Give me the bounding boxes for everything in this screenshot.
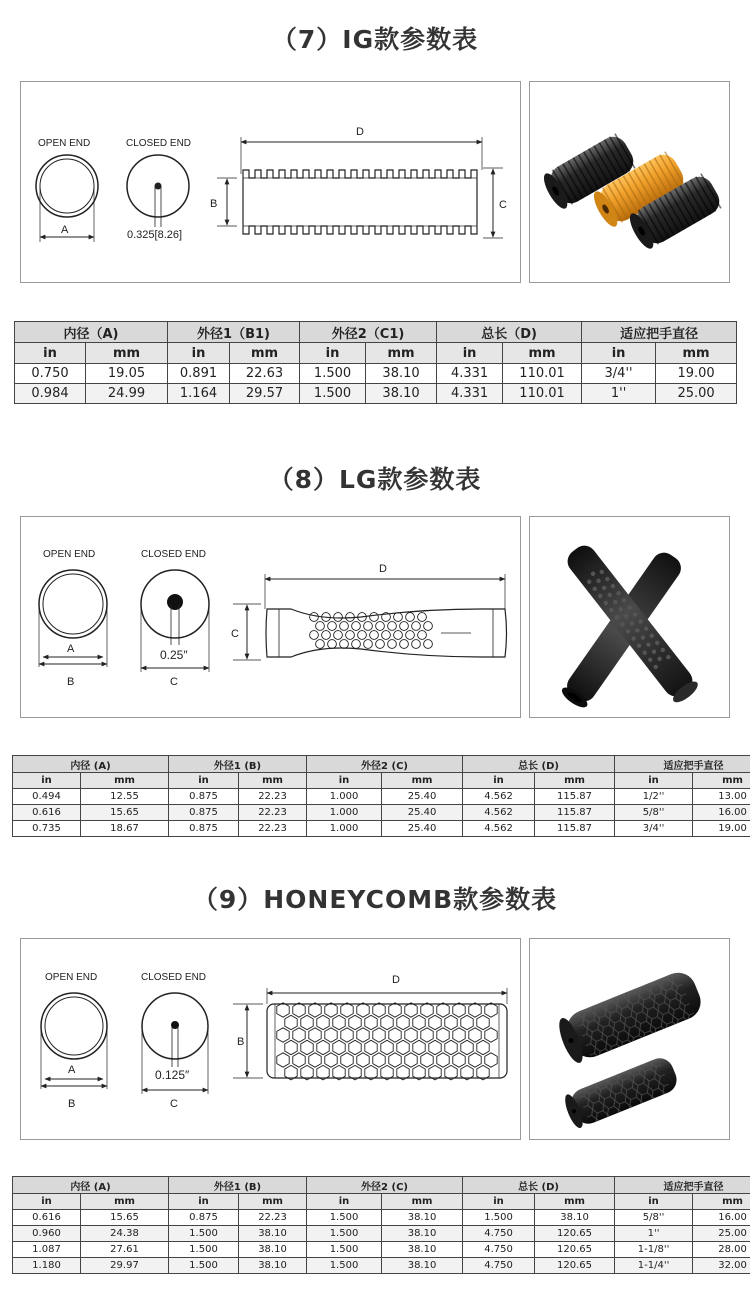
table-group-header: 内径 (A) (13, 1177, 169, 1194)
open-end-label: OPEN END (45, 972, 98, 983)
table-cell: 4.750 (463, 1226, 535, 1242)
table-unit-header: mm (366, 343, 437, 364)
table-cell: 29.97 (81, 1258, 169, 1274)
closed-end-label: CLOSED END (141, 972, 207, 983)
table-cell: 12.55 (81, 789, 169, 805)
table-unit-header: mm (382, 1194, 463, 1210)
table-unit-header: in (463, 1194, 535, 1210)
table-group-header: 总长 (D) (463, 1177, 615, 1194)
table-unit-header: mm (382, 773, 463, 789)
table-cell: 120.65 (535, 1226, 615, 1242)
lg-diagram (20, 516, 521, 718)
table-cell: 1.500 (169, 1242, 239, 1258)
table-group-header: 适应把手直径 (615, 756, 750, 773)
table-cell: 19.00 (656, 364, 737, 384)
ig-photo (529, 81, 730, 283)
section-title-honeycomb: （9）HONEYCOMB款参数表 (192, 885, 558, 914)
table-cell: 115.87 (535, 821, 615, 837)
table-cell: 5/8'' (615, 805, 693, 821)
table-cell: 27.61 (81, 1242, 169, 1258)
table-cell: 13.00 (693, 789, 750, 805)
table-group-header: 总长（D) (437, 322, 582, 343)
dim-b-label: B (68, 1098, 76, 1110)
table-cell: 24.38 (81, 1226, 169, 1242)
table-row (13, 821, 750, 837)
table-unit-header: in (307, 773, 382, 789)
table-unit-header: in (463, 773, 535, 789)
table-unit-header: in (169, 1194, 239, 1210)
table-unit-header: mm (81, 1194, 169, 1210)
table-cell: 38.10 (239, 1258, 307, 1274)
open-end-label: OPEN END (38, 138, 91, 149)
table-group-header: 内径（A) (15, 322, 168, 343)
table-cell: 29.57 (230, 384, 300, 404)
table-cell: 3/4'' (582, 364, 656, 384)
table-unit-header: mm (535, 773, 615, 789)
table-cell: 0.891 (168, 364, 230, 384)
table-unit-header: mm (230, 343, 300, 364)
table-cell: 22.23 (239, 805, 307, 821)
closed-end-label: CLOSED END (126, 138, 192, 149)
table-cell: 38.10 (382, 1258, 463, 1274)
table-cell: 38.10 (535, 1210, 615, 1226)
table-cell: 25.40 (382, 789, 463, 805)
table-cell: 24.99 (86, 384, 168, 404)
table-unit-header: in (615, 773, 693, 789)
table-cell: 28.00 (693, 1242, 750, 1258)
table-cell: 1.500 (300, 364, 366, 384)
table-cell: 22.23 (239, 821, 307, 837)
table-cell: 38.10 (366, 364, 437, 384)
honeycomb-spec-table (12, 1176, 750, 1274)
honeycomb-photo (529, 938, 730, 1140)
table-unit-header: mm (503, 343, 582, 364)
lg-photo (529, 516, 730, 718)
table-row (13, 1226, 750, 1242)
table-cell: 25.40 (382, 821, 463, 837)
table-cell: 0.735 (13, 821, 81, 837)
table-cell: 1.164 (168, 384, 230, 404)
table-cell: 38.10 (366, 384, 437, 404)
table-row (13, 1242, 750, 1258)
table-cell: 4.562 (463, 805, 535, 821)
table-group-header: 外径2 (C) (307, 756, 463, 773)
table-unit-header: in (168, 343, 230, 364)
lg-spec-table (12, 755, 750, 837)
hole-size-label: 0.25″ (160, 648, 188, 662)
table-cell: 22.63 (230, 364, 300, 384)
table-cell: 1.500 (307, 1210, 382, 1226)
table-cell: 3/4'' (615, 821, 693, 837)
table-cell: 38.10 (382, 1226, 463, 1242)
table-cell: 1.087 (13, 1242, 81, 1258)
table-cell: 4.750 (463, 1258, 535, 1274)
table-cell: 1'' (582, 384, 656, 404)
table-unit-header: in (300, 343, 366, 364)
table-cell: 1.000 (307, 789, 382, 805)
table-group-header: 适应把手直径 (582, 322, 737, 343)
table-cell: 1.500 (300, 384, 366, 404)
section-title-ig: （7）IG款参数表 (271, 25, 479, 54)
table-cell: 1.000 (307, 821, 382, 837)
table-cell: 120.65 (535, 1242, 615, 1258)
table-unit-header: in (615, 1194, 693, 1210)
table-cell: 115.87 (535, 789, 615, 805)
dim-a-label: A (68, 1064, 76, 1076)
dim-d-label: D (379, 563, 387, 575)
table-cell: 18.67 (81, 821, 169, 837)
table-cell: 22.23 (239, 789, 307, 805)
table-cell: 1'' (615, 1226, 693, 1242)
closed-end-label: CLOSED END (141, 549, 207, 560)
table-cell: 0.875 (169, 789, 239, 805)
table-row (13, 805, 750, 821)
table-group-header: 外径2 (C) (307, 1177, 463, 1194)
honeycomb-diagram (20, 938, 521, 1140)
table-cell: 120.65 (535, 1258, 615, 1274)
table-cell: 0.875 (169, 805, 239, 821)
section-title-lg: （8）LG款参数表 (268, 465, 482, 494)
table-unit-header: in (582, 343, 656, 364)
table-cell: 25.00 (693, 1226, 750, 1242)
table-cell: 1.500 (169, 1226, 239, 1242)
table-cell: 1.500 (307, 1258, 382, 1274)
dim-b-label: B (210, 198, 218, 210)
table-unit-header: mm (239, 773, 307, 789)
table-unit-header: in (13, 1194, 81, 1210)
table-cell: 0.494 (13, 789, 81, 805)
table-unit-header: in (307, 1194, 382, 1210)
table-cell: 38.10 (382, 1242, 463, 1258)
table-cell: 19.00 (693, 821, 750, 837)
table-cell: 22.23 (239, 1210, 307, 1226)
table-cell: 0.750 (15, 364, 86, 384)
table-row (13, 789, 750, 805)
table-cell: 19.05 (86, 364, 168, 384)
table-cell: 0.616 (13, 805, 81, 821)
table-cell: 15.65 (81, 805, 169, 821)
table-cell: 0.984 (15, 384, 86, 404)
table-cell: 4.562 (463, 789, 535, 805)
table-unit-header: mm (693, 1194, 750, 1210)
table-cell: 1.500 (307, 1226, 382, 1242)
dim-b-side-label: B (237, 1036, 245, 1048)
table-cell: 110.01 (503, 364, 582, 384)
table-group-header: 适应把手直径 (615, 1177, 750, 1194)
table-cell: 1-1/4'' (615, 1258, 693, 1274)
table-unit-header: in (13, 773, 81, 789)
dim-a-label: A (67, 643, 75, 655)
dim-c-label: C (170, 676, 178, 688)
table-cell: 1.000 (307, 805, 382, 821)
dim-d-label: D (356, 126, 364, 138)
table-cell: 1.180 (13, 1258, 81, 1274)
table-unit-header: in (437, 343, 503, 364)
dim-c-side-label: C (231, 628, 239, 640)
table-cell: 4.331 (437, 384, 503, 404)
table-cell: 0.616 (13, 1210, 81, 1226)
table-cell: 32.00 (693, 1258, 750, 1274)
table-cell: 1-1/8'' (615, 1242, 693, 1258)
table-unit-header: mm (86, 343, 168, 364)
open-end-label: OPEN END (43, 549, 96, 560)
table-unit-header: in (169, 773, 239, 789)
dim-a-label: A (61, 224, 69, 236)
table-unit-header: mm (535, 1194, 615, 1210)
table-cell: 38.10 (239, 1242, 307, 1258)
table-cell: 4.750 (463, 1242, 535, 1258)
hole-size-label: 0.325[8.26] (127, 229, 183, 241)
dim-c-label: C (170, 1098, 178, 1110)
table-cell: 1.500 (169, 1258, 239, 1274)
table-cell: 38.10 (382, 1210, 463, 1226)
table-cell: 0.875 (169, 821, 239, 837)
dim-d-label: D (392, 974, 400, 986)
table-cell: 115.87 (535, 805, 615, 821)
table-row (13, 1258, 750, 1274)
table-unit-header: mm (656, 343, 737, 364)
table-group-header: 外径1 (B) (169, 1177, 307, 1194)
table-cell: 5/8'' (615, 1210, 693, 1226)
table-cell: 4.331 (437, 364, 503, 384)
table-cell: 16.00 (693, 1210, 750, 1226)
table-row (13, 1210, 750, 1226)
dim-c-label: C (499, 199, 507, 211)
hole-size-label: 0.125″ (155, 1068, 190, 1082)
table-cell: 110.01 (503, 384, 582, 404)
table-group-header: 外径2（C1) (300, 322, 437, 343)
table-row (15, 364, 737, 384)
dim-b-label: B (67, 676, 75, 688)
table-cell: 1.500 (463, 1210, 535, 1226)
table-unit-header: mm (239, 1194, 307, 1210)
table-cell: 1.500 (307, 1242, 382, 1258)
ig-spec-table (14, 321, 737, 404)
table-cell: 25.40 (382, 805, 463, 821)
table-group-header: 总长 (D) (463, 756, 615, 773)
table-cell: 25.00 (656, 384, 737, 404)
table-group-header: 外径1 (B) (169, 756, 307, 773)
table-unit-header: mm (693, 773, 750, 789)
ig-diagram (20, 81, 521, 283)
table-cell: 15.65 (81, 1210, 169, 1226)
table-group-header: 外径1（B1) (168, 322, 300, 343)
table-group-header: 内径 (A) (13, 756, 169, 773)
table-unit-header: in (15, 343, 86, 364)
table-cell: 0.875 (169, 1210, 239, 1226)
table-cell: 16.00 (693, 805, 750, 821)
table-row (15, 384, 737, 404)
table-cell: 4.562 (463, 821, 535, 837)
table-cell: 0.960 (13, 1226, 81, 1242)
table-cell: 1/2'' (615, 789, 693, 805)
table-unit-header: mm (81, 773, 169, 789)
table-cell: 38.10 (239, 1226, 307, 1242)
